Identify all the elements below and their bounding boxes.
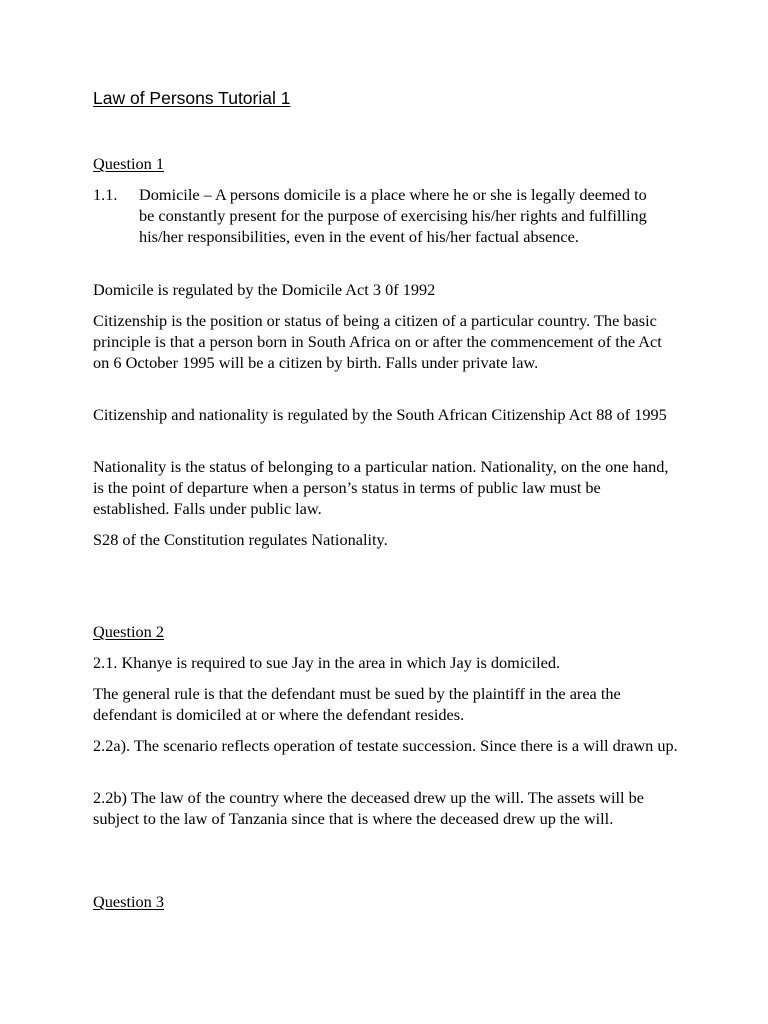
paragraph: Domicile is regulated by the Domicile Act 3 0f 1992: [93, 280, 436, 299]
paragraph: Nationality is the status of belonging to a particular nation. Nationality, on the one hand, is the point of departure when a person’s status in terms of public law must be established. Falls under public law.: [93, 457, 669, 518]
paragraph: Citizenship and nationality is regulated by the South African Citizenship Act 88 of 1995: [93, 405, 667, 424]
paragraph: Citizenship is the position or status of being a citizen of a particular country. The basic principle is that a person born in South Africa on or after the commencement of the Act on 6 October 1995 will be a citizen by birth. Falls under private law.: [93, 311, 662, 372]
document-title: Law of Persons Tutorial 1: [93, 88, 291, 108]
question-2-heading: Question 2: [93, 622, 164, 641]
paragraph: 2.2a). The scenario reflects operation of testate succession. Since there is a will drawn up.: [93, 736, 678, 755]
paragraph: 2.1. Khanye is required to sue Jay in the area in which Jay is domiciled.: [93, 653, 561, 672]
question-1-heading: Question 1: [93, 154, 164, 173]
paragraph: The general rule is that the defendant must be sued by the plaintiff in the area the defendant is domiciled at or where the defendant resides.: [93, 684, 621, 724]
item-number: 1.1.: [93, 185, 118, 204]
question-3-heading: Question 3: [93, 892, 164, 911]
paragraph: 2.2b) The law of the country where the deceased drew up the will. The assets will be subject to the law of Tanzania since that is where the deceased drew up the will.: [93, 788, 644, 828]
item-text: Domicile – A persons domicile is a place where he or she is legally deemed to be constantly present for the purpose of exercising his/her rights and fulfilling his/her responsibilities, even in the event of his/her factual absence.: [139, 185, 647, 246]
paragraph: S28 of the Constitution regulates Nationality.: [93, 530, 388, 549]
